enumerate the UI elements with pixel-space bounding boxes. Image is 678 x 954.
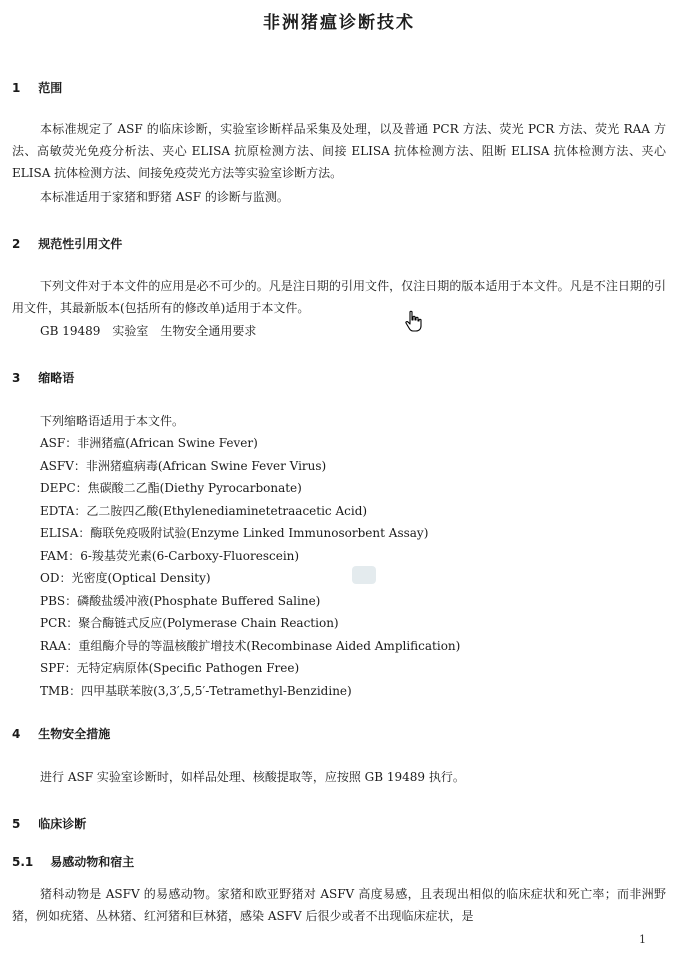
abbreviation-item: PBS：磷酸盐缓冲液(Phosphate Buffered Saline)	[40, 593, 321, 608]
section-2-heading	[12, 235, 122, 252]
section-1-heading	[12, 79, 62, 96]
section-2-paragraph-1: 下列文件对于本文件的应用是必不可少的。凡是注日期的引用文件，仅注日期的版本适用于本文件。凡是不注日期的引用文件，其最新版本(包括所有的修改单)适用于本文件。	[12, 279, 666, 315]
abbreviation-item: ASF：非洲猪瘟(African Swine Fever)	[40, 436, 258, 450]
abbreviation-item: EDTA：乙二胺四乙酸(Ethylenediaminetetraacetic Acid)	[40, 503, 368, 518]
abbreviation-item: FAM：6-羧基荧光素(6-Carboxy-Fluorescein)	[40, 548, 300, 563]
section-title: 临床诊断	[38, 817, 87, 831]
section-title: 生物安全措施	[38, 727, 111, 741]
hand-pointer-icon	[404, 310, 422, 332]
section-2-reference: GB 19489 实验室 生物安全通用要求	[40, 324, 257, 338]
abbreviation-item: PCR：聚合酶链式反应(Polymerase Chain Reaction)	[40, 616, 339, 630]
section-title: 缩略语	[38, 371, 75, 385]
section-5-1-paragraph: 猪科动物是 ASFV 的易感动物。家猪和欧亚野猪对 ASFV 高度易感，且表现出相似的临床症状和死亡率；而非洲野猪，例如疣猪、丛林猪、红河猪和巨林猪，感染 ASFV 后很少或者不出现临床症状，是	[12, 887, 666, 923]
abbreviation-item: ASFV：非洲猪瘟病毒(African Swine Fever Virus)	[40, 458, 327, 473]
section-5-1-heading	[12, 853, 134, 870]
section-title: 规范性引用文件	[38, 237, 123, 251]
section-number: 5	[12, 817, 21, 831]
document-title: 非洲猪瘟诊断技术	[263, 13, 415, 33]
section-number: 2	[12, 237, 21, 251]
abbreviation-item: ELISA：酶联免疫吸附试验(Enzyme Linked Immunosorbent Assay)	[40, 526, 429, 540]
abbreviation-item: TMB：四甲基联苯胺(3,3′,5,5′-Tetramethyl-Benzidine)	[40, 683, 352, 698]
section-1-paragraph-2: 本标准适用于家猪和野猪 ASF 的诊断与监测。	[40, 190, 289, 204]
section-3-heading	[12, 369, 74, 386]
abbreviations-intro: 下列缩略语适用于本文件。	[40, 414, 185, 428]
section-number: 3	[12, 371, 21, 385]
abbreviation-list	[40, 432, 460, 702]
page-number: 1	[639, 933, 646, 946]
section-5-heading	[12, 815, 86, 832]
section-number: 5.1	[12, 855, 34, 869]
section-title: 范围	[38, 81, 63, 95]
section-number: 1	[12, 81, 21, 95]
section-4-heading	[12, 725, 110, 742]
abbreviation-item: DEPC：焦碳酸二乙酯(Diethy Pyrocarbonate)	[40, 481, 302, 495]
abbreviation-item: OD：光密度(Optical Density)	[40, 571, 211, 585]
section-title: 易感动物和宿主	[50, 855, 135, 869]
section-1-paragraph-1: 本标准规定了 ASF 的临床诊断，实验室诊断样品采集及处理，以及普通 PCR 方法、荧光 PCR 方法、荧光 RAA 方法、高敏荧光免疫分析法、夹心 ELISA 抗原检测方法、间接 ELISA 抗体检测方法、阻断 ELISA 抗体检测方法、夹心 ELISA 抗体检测方法、间接免疫荧光方法等实验室诊断方法。	[12, 122, 666, 180]
abbreviation-item: SPF：无特定病原体(Specific Pathogen Free)	[40, 661, 300, 675]
watermark-icon	[352, 566, 376, 584]
abbreviation-item: RAA：重组酶介导的等温核酸扩增技术(Recombinase Aided Amplification)	[40, 638, 461, 653]
section-4-paragraph: 进行 ASF 实验室诊断时，如样品处理、核酸提取等，应按照 GB 19489 执行。	[40, 770, 465, 784]
section-number: 4	[12, 727, 21, 741]
